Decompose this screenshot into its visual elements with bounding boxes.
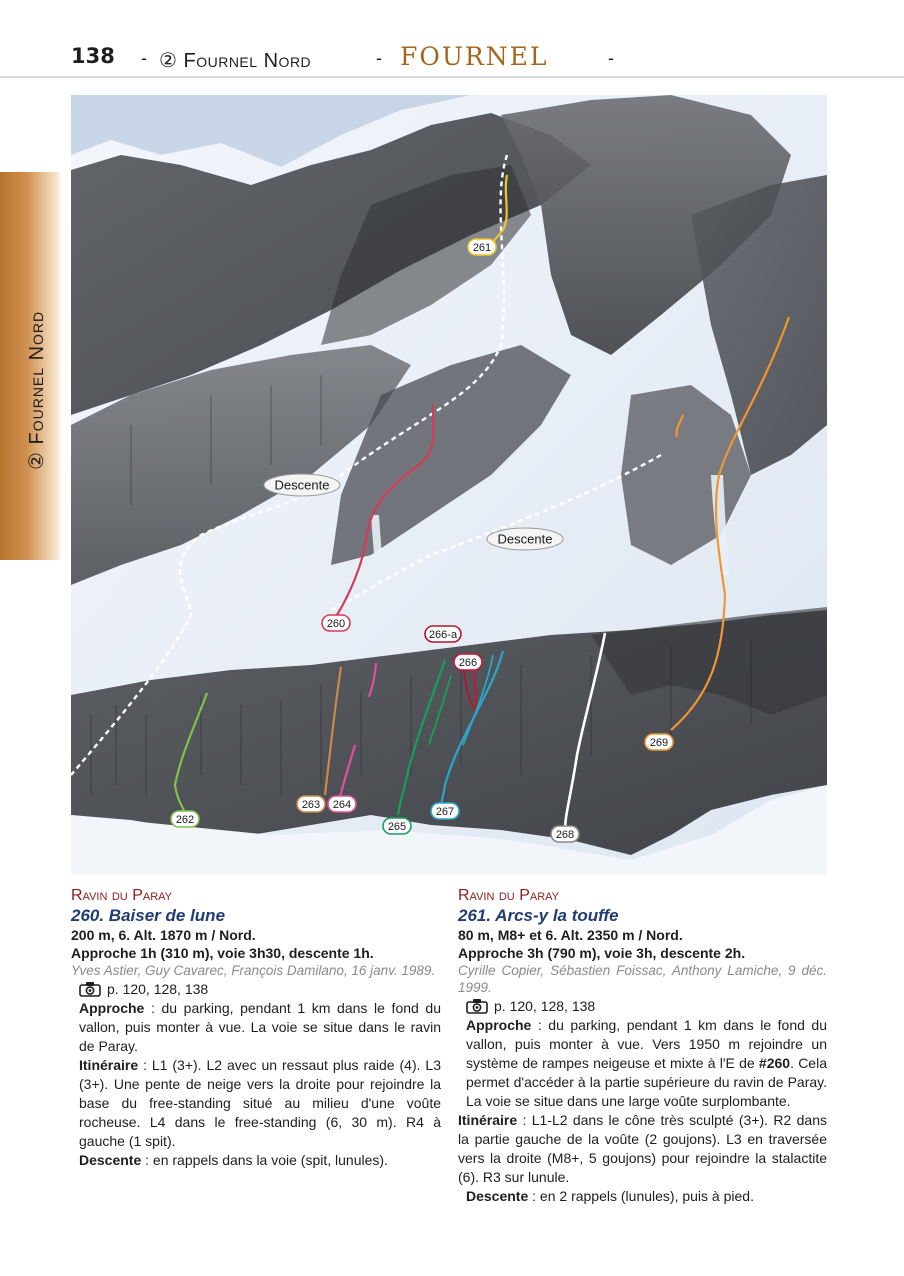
route-marker-label: 269 [649,737,669,749]
route-marker-261 [468,239,496,255]
route-marker-label: 266 [458,657,478,669]
approach-paragraph [71,999,441,1056]
zone-name: Ravin du Paray [458,887,560,904]
route-specs: 80 m, M8+ et 6. Alt. 2350 m / Nord. [458,927,683,943]
page-header [0,0,904,80]
itinerary-paragraph [71,1056,441,1151]
descent-paragraph [458,1187,827,1206]
route-times: Approche 3h (790 m), voie 3h, descente 2h. [458,945,746,961]
route-marker-262 [171,811,199,827]
photo-pages: p. 120, 128, 138 [107,981,209,997]
descent-label-text: Descente [497,531,553,547]
zone-name: Ravin du Paray [71,887,173,904]
photo-pages: p. 120, 128, 138 [494,998,596,1014]
route-marker-label: 267 [435,806,455,818]
descent-label [264,474,340,496]
route-title: 260. Baiser de lune [71,906,226,925]
photo-references [458,996,827,1016]
approach-text: . Cela permet d'accéder à la partie supérieure du ravin de Paray. La voie se situe dans une large voûte surplombante. [466,1055,827,1109]
header-separator: - [141,48,147,68]
topo-photo [71,95,827,875]
descent-label [487,528,563,550]
itinerary-label: Itinéraire [79,1057,139,1073]
descent-text: : en rappels dans la voie (spit, lunules). [141,1152,388,1168]
page-number: 138 [71,44,115,68]
route-marker-267 [431,803,459,819]
descent-label: Descente [466,1188,529,1204]
descent-label-text: Descente [274,477,330,493]
section-title: ② Fournel Nord [159,50,312,72]
approach-label: Approche [79,1000,145,1016]
approach-paragraph [458,1016,827,1111]
itinerary-text: : L1-L2 dans le cône très sculpté (3+). R2 dans la partie gauche de la voûte (2 goujons). L3 en traversée vers la droite (M8+, 5 goujons) pour rejoindre la stalactite (6). R3 sur lunule. [458,1112,827,1185]
route-marker-label: 265 [387,821,407,833]
itinerary-paragraph [458,1111,827,1187]
descent-text: : en 2 rappels (lunules), puis à pied. [528,1188,754,1204]
route-marker-label: 260 [326,618,346,630]
route-reference: #260 [758,1055,791,1071]
descent-paragraph [71,1151,441,1170]
route-marker-260 [322,615,350,631]
route-title: 261. Arcs-y la touffe [458,906,619,925]
route-marker-label: 268 [555,829,575,841]
route-marker-label: 262 [175,814,195,826]
photo-references [71,979,441,999]
route-marker-269 [645,734,673,750]
header-separator: - [376,48,382,68]
route-marker-263 [297,796,325,812]
route-marker-label: 261 [472,242,492,254]
route-260-column [71,886,441,1170]
chapter-side-tab-label: ② Fournel Nord [26,310,48,470]
area-title: FOURNEL [400,42,549,71]
camera-icon [79,981,101,997]
approach-text: : du parking, pendant 1 km dans le fond du vallon, puis monter à vue. Vers 1950 m rejoindre un système de rampes neigeuse et mixte à l'E de [466,1017,827,1071]
route-marker-label: 266-a [428,629,458,641]
camera-icon [466,998,488,1014]
route-marker-266 [454,654,482,670]
route-marker-268 [551,826,579,842]
route-first-ascent: Cyrille Copier, Sébastien Foissac, Anthony Lamiche, 9 déc. 1999. [458,963,827,995]
itinerary-label: Itinéraire [458,1112,518,1128]
descent-label: Descente [79,1152,142,1168]
route-marker-label: 263 [301,799,321,811]
itinerary-text: : L1 (3+). L2 avec un ressaut plus raide (4). L3 (3+). Une pente de neige vers la droite pour rejoindre la base du free-standing situé au milieu d'une voûte rocheuse. L4 dans le free-standing (6, 30 m). R4 à gauche (1 spit). [79,1057,441,1149]
route-marker-label: 264 [332,799,352,811]
route-marker-266-a [425,626,461,642]
route-times: Approche 1h (310 m), voie 3h30, descente 1h. [71,945,374,961]
route-marker-265 [383,818,411,834]
route-specs: 200 m, 6. Alt. 1870 m / Nord. [71,927,256,943]
route-first-ascent: Yves Astier, Guy Cavarec, François Damilano, 16 janv. 1989. [71,963,436,978]
approach-label: Approche [466,1017,532,1033]
header-rule [0,76,904,78]
header-separator: - [608,48,614,68]
route-marker-264 [328,796,356,812]
route-261-column [458,886,827,1206]
approach-text: : du parking, pendant 1 km dans le fond du vallon, puis monter à vue. La voie se situe dans le ravin de Paray. [79,1000,441,1054]
route-labels-layer [71,95,827,875]
